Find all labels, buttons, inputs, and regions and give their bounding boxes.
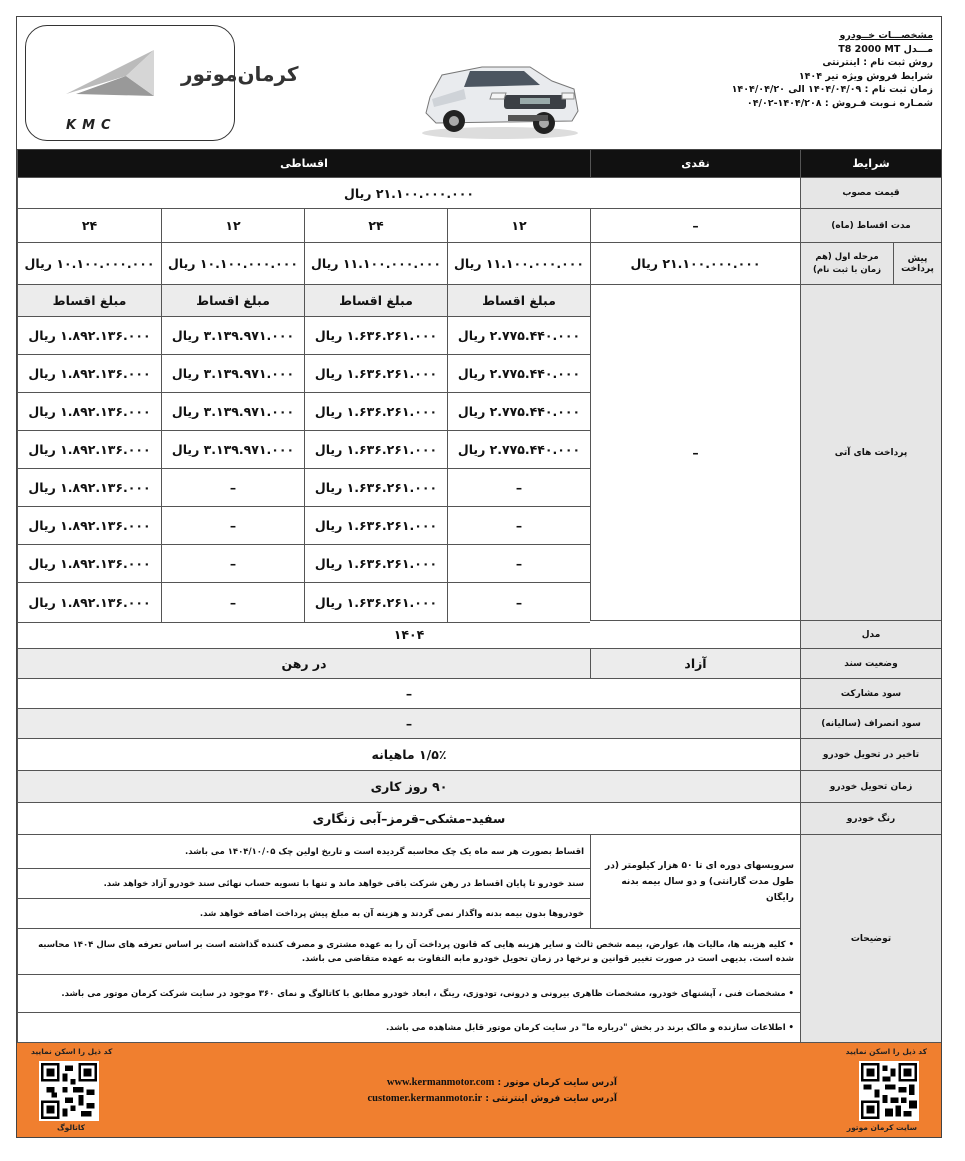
installment-cell: ۲.۷۷۵.۴۴۰.۰۰۰ ریال [447,393,590,431]
site-qr-caption: سایت کرمان موتور [846,1123,917,1132]
installment-cell: – [161,545,304,583]
installment-cell: ۱.۸۹۲.۱۳۶.۰۰۰ ریال [17,469,161,507]
installment-cell: ۱.۶۳۶.۲۶۱.۰۰۰ ریال [304,317,447,355]
color-value: سفید–مشکی–قرمز–آبی زنگاری [17,803,800,835]
row-label: رنگ خودرو [800,803,941,835]
table-row [17,771,941,803]
note-item: اقساط بصورت هر سه ماه یک چک محاسبه گردیده است و تاریخ اولین چک ۱۴۰۴/۱۰/۰۵ می باشد. [17,835,590,869]
installment-cell: – [447,469,590,507]
model-value: ۱۴۰۴ [17,621,800,649]
table-row [17,709,941,739]
row-label: مدت اقساط (ماه) [800,209,941,243]
footer-addresses [347,1075,617,1107]
delivery-value: ۹۰ روز کاری [17,771,800,803]
duration-cell: ۱۲ [161,209,304,243]
installment-cell: ۱.۶۳۶.۲۶۱.۰۰۰ ریال [304,393,447,431]
installment-cell: ۲.۷۷۵.۴۴۰.۰۰۰ ریال [447,355,590,393]
duration-cash: – [590,209,800,243]
shop-address-line [347,1091,617,1107]
table-row [17,679,941,709]
notes-block [17,835,941,1043]
catalog-qr-caption: کاتالوگ [57,1123,86,1132]
installment-cell: ۱.۶۳۶.۲۶۱.۰۰۰ ریال [304,583,447,623]
table-row [17,803,941,835]
installment-cell: ۳.۱۳۹.۹۷۱.۰۰۰ ریال [161,393,304,431]
installment-header: مبلغ اقساط [447,285,590,317]
installment-cell: – [161,507,304,545]
note-item: سند خودرو تا پایان اقساط در رهن شرکت باقی خواهد ماند و تنها با تسویه حساب نهائی سند خودرو آزاد خواهد شد. [17,869,590,899]
row-label: قیمت مصوب [800,178,941,209]
prepay-cell: ۱۰.۱۰۰.۰۰۰.۰۰۰ ریال [17,243,161,285]
doc-status-installment: در رهن [17,649,590,679]
future-cash: – [590,285,800,621]
installment-cell: – [161,583,304,623]
note-item: خودروها بدون بیمه بدنه واگذار نمی گردند و هزینه آن به مبلغ پیش پرداخت اضافه خواهد شد. [17,899,590,929]
installment-header: مبلغ اقساط [161,285,304,317]
col-cash: نقدی [590,150,800,178]
installment-header: مبلغ اقساط [304,285,447,317]
prepay-cell: ۱۱.۱۰۰.۰۰۰.۰۰۰ ریال [304,243,447,285]
company-logo [25,25,299,141]
installment-cell: ۲.۷۷۵.۴۴۰.۰۰۰ ریال [447,431,590,469]
spec-round-no: شمـاره نـوبت فـروش : ۱۴۰۴/۲۰۸-۰۴/۰۲ [746,97,933,109]
installment-cell: ۱.۶۳۶.۲۶۱.۰۰۰ ریال [304,469,447,507]
table-row [17,739,941,771]
prepay-cell: ۱۱.۱۰۰.۰۰۰.۰۰۰ ریال [447,243,590,285]
cancel-value: – [17,709,800,739]
table-row [17,621,941,649]
brand-name: کرمان‌موتور [181,62,299,86]
table-row [17,243,941,285]
installment-cell: ۱.۶۳۶.۲۶۱.۰۰۰ ریال [304,545,447,583]
row-label: زمان تحویل خودرو [800,771,941,803]
site-address-label: آدرس سایت کرمان موتور : [497,1078,617,1088]
site-url-link[interactable]: www.kermanmotor.com [386,1077,495,1088]
installment-cell: ۱.۸۹۲.۱۳۶.۰۰۰ ریال [17,355,161,393]
installment-cell: ۱.۶۳۶.۲۶۱.۰۰۰ ریال [304,507,447,545]
row-label: سود انصراف (سالیانه) [800,709,941,739]
installment-cell: ۳.۱۳۹.۹۷۱.۰۰۰ ریال [161,431,304,469]
table-row [17,649,941,679]
duration-cell: ۲۴ [304,209,447,243]
installment-cell: – [447,545,590,583]
installment-cell: – [447,507,590,545]
scan-caption-right: کد ذیل را اسکن نمایید [845,1047,927,1056]
installment-cell: ۱.۸۹۲.۱۳۶.۰۰۰ ریال [17,393,161,431]
note-item: • مشخصات فنی ، آپشنهای خودرو، مشخصات ظاهری بیرونی و درونی، تودوزی، رینگ ، ابعاد خودرو مطابق با کاتالوگ و نمای ۳۶۰ موجود در سایت شرکت کرمان موتور می باشد. [17,975,800,1013]
duration-cell: ۲۴ [17,209,161,243]
kmc-wordmark: KMC [66,118,117,133]
table-row [17,209,941,243]
note-item: • اطلاعات سازنده و مالک برند در بخش "درباره ما" در سایت کرمان موتور قابل مشاهده می باشد. [17,1013,800,1043]
note-service: سرویسهای دوره ای تا ۵۰ هزار کیلومتر (در طول مدت گارانتی) و دو سال بیمه بدنه رایگان [590,835,800,929]
installment-cell: ۱.۸۹۲.۱۳۶.۰۰۰ ریال [17,545,161,583]
installment-cell: ۱.۸۹۲.۱۳۶.۰۰۰ ریال [17,583,161,623]
footer-bar [17,1043,941,1137]
prepay-cell: ۱۰.۱۰۰.۰۰۰.۰۰۰ ریال [161,243,304,285]
installment-cell: ۱.۸۹۲.۱۳۶.۰۰۰ ریال [17,507,161,545]
spec-model: مـــدل T8 2000 MT [838,43,933,55]
notes-label: توضیحات [800,835,941,1043]
table-header-row [17,150,941,178]
vehicle-spec-block [703,29,933,111]
row-label: تاخیر در تحویل خودرو [800,739,941,771]
catalog-qr-icon[interactable] [39,1061,99,1121]
row-label: وضعیت سند [800,649,941,679]
installment-cell: ۱.۸۹۲.۱۳۶.۰۰۰ ریال [17,317,161,355]
spec-title: مشخصـــات خــودرو [839,30,933,41]
row-sublabel: مرحله اول (هم زمان با ثبت نام) [800,243,893,285]
installment-cell: – [447,583,590,623]
approved-price-value: ۲۱.۱۰۰.۰۰۰.۰۰۰ ریال [17,178,800,209]
spec-reg-method: روش ثبت نام : اینترنتی [822,57,933,69]
installment-header: مبلغ اقساط [17,285,161,317]
kmc-wing-icon [66,46,156,106]
installment-cell: – [161,469,304,507]
scan-caption-left: کد ذیل را اسکن نمایید [31,1047,113,1056]
installment-cell: ۱.۶۳۶.۲۶۱.۰۰۰ ریال [304,431,447,469]
partnership-value: – [17,679,800,709]
installment-cell: ۱.۶۳۶.۲۶۱.۰۰۰ ریال [304,355,447,393]
site-qr-icon[interactable] [859,1061,919,1121]
site-address-line [347,1075,617,1091]
future-payments-block [17,285,941,621]
shop-url-link[interactable]: customer.kermanmotor.ir [367,1093,483,1104]
delay-value: ۱/۵٪ ماهیانه [17,739,800,771]
col-installment: اقساطی [17,150,590,178]
price-sheet [16,16,942,1138]
row-label: پرداخت های آتی [800,285,941,621]
row-label: پیش پرداخت [893,243,941,285]
installment-cell: ۳.۱۳۹.۹۷۱.۰۰۰ ریال [161,317,304,355]
installment-cell: ۲.۷۷۵.۴۴۰.۰۰۰ ریال [447,317,590,355]
table-row [17,178,941,209]
pickup-truck-image [412,37,587,141]
doc-status-cash: آزاد [590,649,800,679]
spec-sale-terms: شرایط فروش ویژه تیر ۱۴۰۴ [798,70,933,82]
installment-cell: ۳.۱۳۹.۹۷۱.۰۰۰ ریال [161,355,304,393]
sheet-header [17,17,941,150]
row-label: مدل [800,621,941,649]
note-item: • کلیه هزینه ها، مالیات ها، عوارض، بیمه شخص ثالث و سایر هزینه هایی که قانون پرداخت آن را به عهده مشتری و مصرف کننده گذاشته است بر اساس تعرفه های سال ۱۴۰۴ محاسبه شده است. بدیهی است در صورت تغییر قوانین و نرخها در زمان تحویل خودرو مابه التفاوت به عهده متقاضی می باشد. [17,929,800,975]
col-conditions: شرایط [800,150,941,178]
prepay-cash: ۲۱.۱۰۰.۰۰۰.۰۰۰ ریال [590,243,800,285]
installment-cell: ۱.۸۹۲.۱۳۶.۰۰۰ ریال [17,431,161,469]
spec-reg-time: زمان ثبت نام : ۱۴۰۴/۰۴/۰۹ الی ۱۴۰۴/۰۴/۲۰ [731,84,933,96]
duration-cell: ۱۲ [447,209,590,243]
row-label: سود مشارکت [800,679,941,709]
shop-address-label: آدرس سایت فروش اینترنتی : [485,1094,617,1104]
